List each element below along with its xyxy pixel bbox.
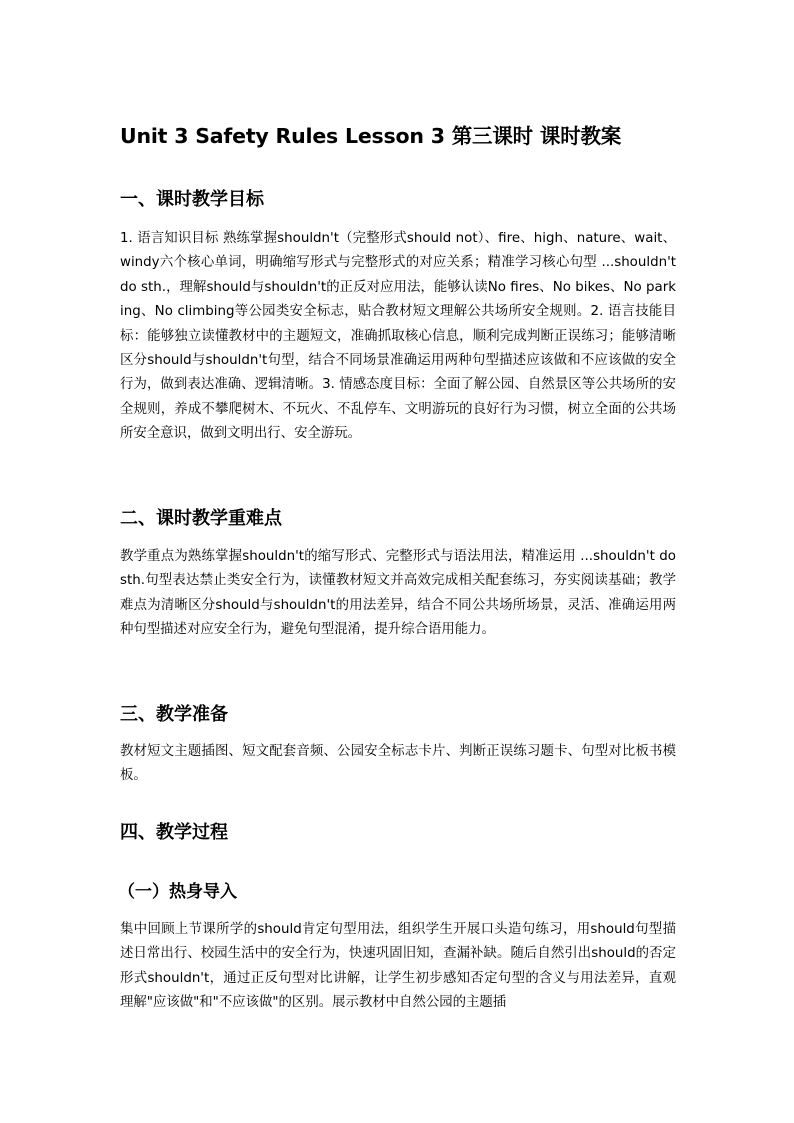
document-title: Unit 3 Safety Rules Lesson 3 第三课时 课时教案 xyxy=(120,124,622,148)
section-heading-key-points: 二、课时教学重难点 xyxy=(120,508,282,529)
section-heading-preparation: 三、教学准备 xyxy=(120,704,228,725)
subsection-heading-warm-up: （一）热身导入 xyxy=(118,882,237,902)
section-body-preparation: 教材短文主题插图、短文配套音频、公园安全标志卡片、判断正误练习题卡、句型对比板书模板。 xyxy=(120,744,676,784)
section-heading-process: 四、教学过程 xyxy=(120,822,228,843)
section-heading-objectives: 一、课时教学目标 xyxy=(120,189,264,210)
subsection-body-warm-up: 集中回顾上节课所学的should肯定句型用法，组织学生开展口头造句练习，用should句型描述日常出行、校园生活中的安全行为，快速巩固旧知，查漏补缺。随后自然引出should的否定形式shouldn't，通过正反句型对比讲解，让学生初步感知否定句型的含义与用法差异，直观理解"应该做"和"不应该做"的区别。展示教材中自然公园的主题插 xyxy=(120,922,676,1011)
section-body-objectives: 1. 语言知识目标 熟练掌握shouldn't（完整形式should not）、fire、high、nature、wait、windy六个核心单词，明确缩写形式与完整形式的对应关系；精准学习核心句型 ...shouldn't do sth.，理解should与shouldn't的正反对应用法，能够认读No fires、No bikes、No parking、No climbing等公园类安全标志，贴合教材短文理解公共场所安全规则。2. 语言技能目标：能够独立读懂教材中的主题短文，准确抓取核心信息，顺利完成判断正误练习；能够清晰区分should与shouldn't句型，结合不同场景准确运用两种句型描述应该做和不应该做的安全行为，做到表达准确、逻辑清晰。3. 情感态度目标：全面了解公园、自然景区等公共场所的安全规则，养成不攀爬树木、不玩火、不乱停车、文明游玩的良好行为习惯，树立全面的公共场所安全意识，做到文明出行、安全游玩。 xyxy=(120,231,676,442)
section-body-key-points: 教学重点为熟练掌握shouldn't的缩写形式、完整形式与语法用法，精准运用 ...shouldn't do sth.句型表达禁止类安全行为，读懂教材短文并高效完成相关配套练习，夯实阅读基础；教学难点为清晰区分should与shouldn't的用法差异，结合不同公共场所场景，灵活、准确运用两种句型描述对应安全行为，避免句型混淆，提升综合语用能力。 xyxy=(120,549,676,638)
